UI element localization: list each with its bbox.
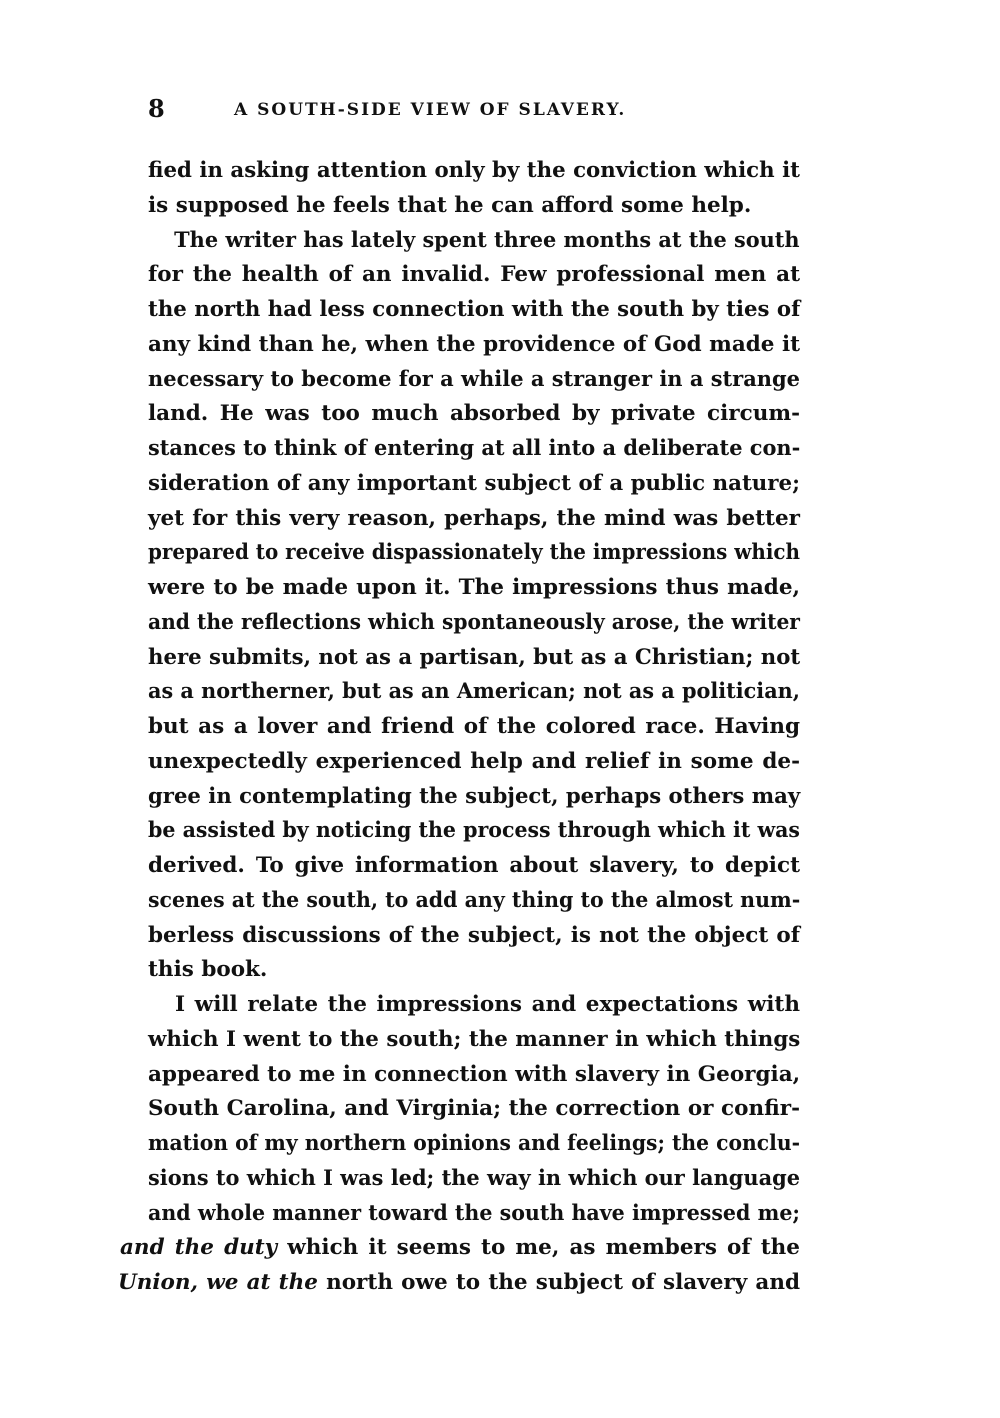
page-header	[148, 94, 828, 128]
page-number: 8	[148, 94, 165, 123]
text-line: unexpectedly experienced help and relief in some de-	[148, 748, 800, 774]
text-run: north owe to the subject of slavery and	[317, 1270, 800, 1295]
text-line: but as a lover and friend of the colored race. Having	[148, 714, 800, 739]
text-line: necessary to become for a while a stranger in a strange	[148, 366, 801, 392]
text-line: which I went to the south; the manner in which things	[148, 1026, 801, 1052]
text-run: which it seems to me, as members of the	[277, 1235, 800, 1261]
text-line: stances to think of entering at all into a deliberate con-	[148, 436, 801, 461]
text-line: fied in asking attention only by the conviction which it	[148, 158, 801, 183]
text-line	[120, 1231, 800, 1266]
text-line: and whole manner toward the south have impressed me;	[148, 1200, 800, 1226]
text-line: any kind than he, when the providence of God made it	[148, 331, 801, 357]
text-line: land. He was too much absorbed by private circum-	[148, 401, 800, 427]
text-line	[118, 1266, 800, 1301]
text-line: I will relate the impressions and expectations with	[175, 992, 800, 1017]
text-line: scenes at the south, to add any thing to the almost num-	[148, 887, 801, 913]
text-line: South Carolina, and Virginia; the correction or confir-	[148, 1096, 800, 1122]
running-head: A SOUTH-SIDE VIEW OF SLAVERY.	[234, 100, 627, 120]
text-line: here submits, not as a partisan, but as a Christian; not	[148, 644, 801, 670]
text-line: The writer has lately spent three months at the south	[174, 227, 800, 253]
text-line: mation of my northern opinions and feelings; the conclu-	[148, 1131, 801, 1156]
italic-emphasis: Union, we at the	[118, 1270, 318, 1295]
text-line: prepared to receive dispassionately the impressions which	[148, 540, 800, 566]
text-line: were to be made upon it. The impressions thus made,	[148, 575, 800, 600]
italic-emphasis: and the duty	[120, 1235, 278, 1261]
text-line: for the health of an invalid. Few professional men at	[148, 262, 800, 288]
text-line: this book.	[148, 957, 268, 983]
text-line: appeared to me in connection with slavery in Georgia,	[148, 1061, 801, 1087]
text-line: yet for this very reason, perhaps, the mind was better	[148, 505, 800, 531]
text-line: and the reflections which spontaneously arose, the writer	[148, 609, 800, 635]
text-line: derived. To give information about slavery, to depict	[148, 853, 800, 878]
text-line: sions to which I was led; the way in which our language	[148, 1165, 801, 1191]
text-line: be assisted by noticing the process through which it was	[148, 818, 800, 844]
text-line: berless discussions of the subject, is not the object of	[148, 922, 800, 948]
text-line: as a northerner, but as an American; not as a politician,	[148, 679, 800, 705]
text-line: gree in contemplating the subject, perhaps others may	[148, 783, 801, 809]
text-line: is supposed he feels that he can afford some help.	[148, 192, 752, 218]
text-line: sideration of any important subject of a public nature;	[148, 470, 801, 496]
text-line: the north had less connection with the south by ties of	[148, 297, 801, 322]
body-text	[118, 154, 801, 1301]
